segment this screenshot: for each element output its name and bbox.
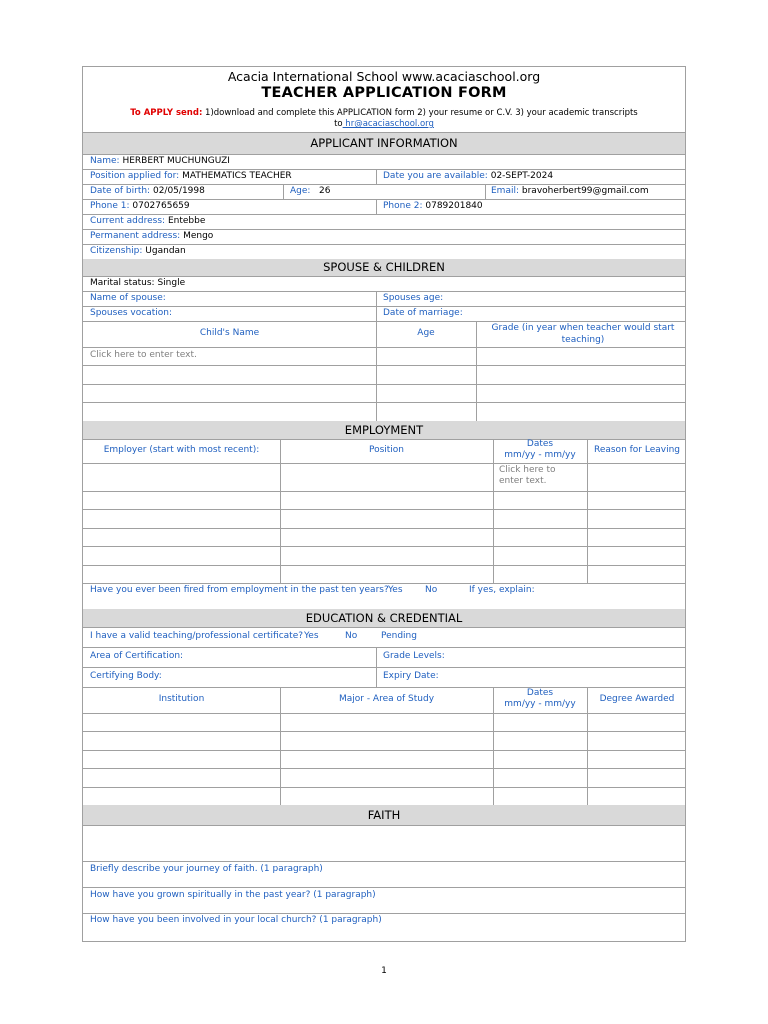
cert-yes-option[interactable]: Yes (304, 631, 319, 641)
phone2-field[interactable]: Phone 2: 0789201840 (383, 201, 483, 211)
expiry-date-field[interactable]: Expiry Date: (383, 671, 439, 681)
col-degree: Degree Awarded (599, 694, 675, 704)
faith-journey-question[interactable]: Briefly describe your journey of faith. (1 paragraph) (90, 864, 323, 874)
marital-status-field[interactable]: Marital status: Single (90, 278, 186, 288)
cert-no-option[interactable]: No (345, 631, 358, 641)
spiritual-growth-question[interactable]: How have you grown spiritually in the past year? (1 paragraph) (90, 890, 376, 900)
col-reason: Reason for Leaving (593, 445, 681, 455)
apply-text: 1)download and complete this APPLICATION form 2) your resume or C.V. 3) your academic transcripts (202, 108, 638, 118)
cert-pending-option[interactable]: Pending (381, 631, 417, 641)
fired-explain-field[interactable]: If yes, explain: (469, 585, 535, 595)
col-child-age: Age (417, 328, 435, 338)
applicant-section-title: APPLICANT INFORMATION (83, 132, 685, 154)
apply-label: To APPLY send: (130, 108, 203, 118)
education-section-title: EDUCATION & CREDENTIAL (83, 609, 685, 627)
dob-field[interactable]: Date of birth: 02/05/1998 (90, 186, 205, 196)
spouse-vocation-field[interactable]: Spouses vocation: (90, 308, 172, 318)
col-institution: Institution (158, 694, 205, 704)
form-title: TEACHER APPLICATION FORM (261, 85, 507, 101)
page-number: 1 (381, 966, 387, 976)
phone1-field[interactable]: Phone 1: 0702765659 (90, 201, 190, 211)
certifying-body-field[interactable]: Certifying Body: (90, 671, 162, 681)
spouse-name-field[interactable]: Name of spouse: (90, 293, 166, 303)
col-edu-dates: Dates mm/yy - mm/yy (504, 688, 576, 709)
citizenship-field[interactable]: Citizenship: Ugandan (90, 246, 186, 256)
fired-yes-option[interactable]: Yes (388, 585, 403, 595)
col-emp-dates: Dates mm/yy - mm/yy (504, 439, 576, 460)
church-involvement-question[interactable]: How have you been involved in your local church? (1 paragraph) (90, 915, 382, 925)
application-form (82, 66, 686, 942)
col-employer: Employer (start with most recent): (103, 445, 260, 455)
col-child-name: Child's Name (199, 328, 260, 338)
col-child-grade: Grade (in year when teacher would start teaching) (491, 323, 675, 345)
position-field[interactable]: Position applied for: MATHEMATICS TEACHER (90, 171, 292, 181)
age-field[interactable]: Age: 26 (290, 186, 331, 196)
apply-to: to (334, 119, 343, 129)
date-available-field[interactable]: Date you are available: 02-SEPT-2024 (383, 171, 554, 181)
emp-dates-placeholder[interactable]: Click here to enter text. (499, 465, 556, 486)
spouse-section-title: SPOUSE & CHILDREN (83, 259, 685, 276)
apply-instructions (83, 108, 685, 130)
cert-question: I have a valid teaching/professional certificate? (90, 631, 304, 641)
col-position: Position (368, 445, 405, 455)
fired-no-option[interactable]: No (425, 585, 438, 595)
name-field[interactable]: Name: HERBERT MUCHUNGUZI (90, 156, 230, 166)
faith-section-title: FAITH (83, 805, 685, 825)
spouse-age-field[interactable]: Spouses age: (383, 293, 444, 303)
area-certification-field[interactable]: Area of Certification: (90, 651, 184, 661)
school-name: Acacia International School www.acaciaschool.org (227, 69, 541, 84)
child-name-placeholder[interactable]: Click here to enter text. (90, 350, 197, 360)
marriage-date-field[interactable]: Date of marriage: (383, 308, 463, 318)
grade-levels-field[interactable]: Grade Levels: (383, 651, 445, 661)
permanent-address-field[interactable]: Permanent address: Mengo (90, 231, 214, 241)
employment-section-title: EMPLOYMENT (83, 421, 685, 439)
col-major: Major - Area of Study (338, 694, 435, 704)
email-field[interactable]: Email: bravoherbert99@gmail.com (491, 186, 649, 196)
current-address-field[interactable]: Current address: Entebbe (90, 216, 206, 226)
fired-question: Have you ever been fired from employment in the past ten years? (90, 585, 389, 595)
apply-email-link[interactable]: hr@acaciaschool.org (342, 119, 434, 129)
